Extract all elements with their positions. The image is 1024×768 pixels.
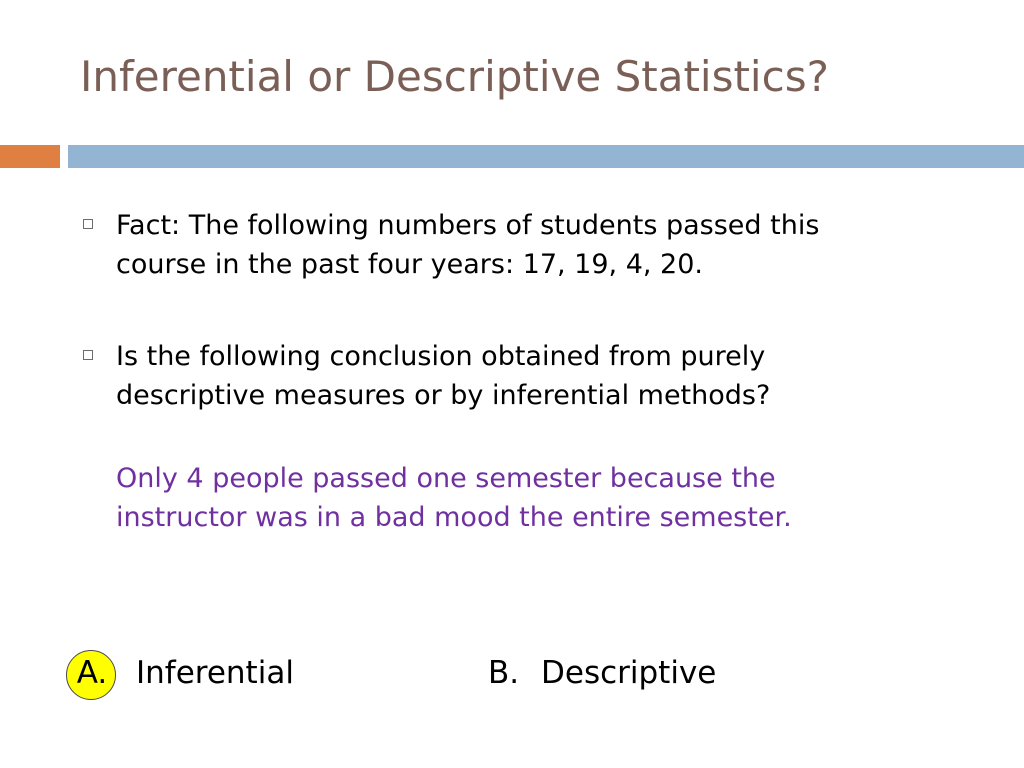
bullet-question: [83, 337, 883, 415]
conclusion-statement: [116, 459, 896, 537]
answer-a-label[interactable]: Inferential: [136, 655, 294, 691]
bullet-fact: [83, 206, 883, 284]
bullet-question-text: [116, 337, 883, 415]
conclusion-line1: Only 4 people passed one semester because the: [116, 463, 776, 494]
square-bullet-icon: [83, 219, 93, 229]
answer-b-letter[interactable]: B.: [488, 655, 520, 691]
title-accent-bar-right: [68, 145, 1024, 168]
bullet-question-line2: descriptive measures or by inferential methods?: [116, 380, 771, 411]
answer-a-letter[interactable]: A.: [76, 655, 108, 691]
answer-b-label[interactable]: Descriptive: [541, 655, 717, 691]
conclusion-line2: instructor was in a bad mood the entire semester.: [116, 502, 792, 533]
bullet-fact-text: [116, 206, 883, 284]
slide-title: Inferential or Descriptive Statistics?: [80, 52, 829, 101]
bullet-fact-line2: course in the past four years: 17, 19, 4, 20.: [116, 249, 703, 280]
bullet-question-line1: Is the following conclusion obtained from purely: [116, 341, 766, 372]
title-accent-bar-left: [0, 145, 60, 168]
square-bullet-icon: [83, 350, 93, 360]
bullet-fact-line1: Fact: The following numbers of students passed this: [116, 210, 820, 241]
